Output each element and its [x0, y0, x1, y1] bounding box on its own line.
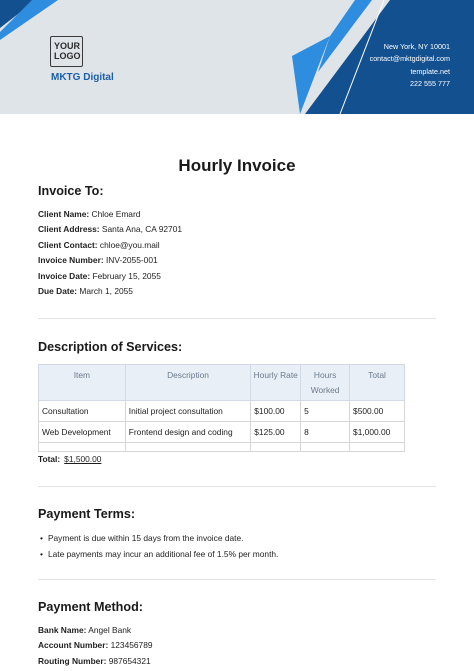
- payment-method-heading: Payment Method:: [38, 600, 143, 614]
- divider: [38, 579, 436, 580]
- client-contact-row: [38, 238, 182, 253]
- contact-address: New York, NY 10001: [383, 42, 450, 51]
- cell-rate: $100.00: [251, 401, 301, 422]
- field-value: February 15, 2055: [92, 270, 161, 281]
- payment-terms-list: [40, 531, 278, 562]
- total-label: Total:: [38, 454, 61, 464]
- field-value: Santa Ana, CA 92701: [101, 224, 183, 235]
- client-name-row: [38, 207, 182, 222]
- field-value: March 1, 2055: [79, 286, 133, 297]
- services-table: [38, 364, 405, 452]
- field-value: 987654321: [108, 655, 151, 666]
- list-item: • Late payments may incur an additional fee of 1.5% per month.: [40, 547, 278, 563]
- field-label: Due Date:: [38, 286, 78, 297]
- list-item: • Payment is due within 15 days from the invoice date.: [40, 531, 278, 547]
- invoice-date-row: [38, 269, 182, 284]
- contact-email[interactable]: contact@mktgdigital.com: [369, 54, 450, 64]
- column-header-hourly-rate: Hourly Rate: [251, 365, 301, 401]
- payment-method-details: [38, 623, 153, 669]
- field-value: chloe@you.mail: [99, 239, 160, 250]
- contact-block: [370, 41, 450, 91]
- table-row: [39, 401, 405, 422]
- routing-number-row: [38, 654, 153, 669]
- field-label: Invoice Number:: [38, 255, 104, 266]
- cell-item: Web Development: [39, 422, 126, 443]
- invoice-to-heading: Invoice To:: [38, 184, 104, 198]
- table-row-empty: [39, 443, 405, 452]
- column-header-description: Description: [125, 365, 250, 401]
- divider: [38, 486, 436, 487]
- divider: [38, 318, 436, 319]
- account-number-row: [38, 638, 153, 653]
- due-date-row: [38, 284, 182, 299]
- cell-item: Consultation: [39, 401, 126, 422]
- field-label: Routing Number:: [38, 655, 107, 666]
- services-heading: Description of Services:: [38, 340, 183, 354]
- table-row: [39, 422, 405, 443]
- cell-description: Initial project consultation: [125, 401, 250, 422]
- invoice-to-details: [38, 207, 182, 299]
- payment-terms-heading: Payment Terms:: [38, 507, 136, 521]
- field-label: Invoice Date:: [38, 270, 91, 281]
- column-header-hours-worked: Hours Worked: [301, 365, 350, 401]
- total-value: $1,500.00: [64, 454, 102, 464]
- bank-name-row: [38, 623, 153, 638]
- brand-name: MKTG Digital: [51, 72, 114, 83]
- cell-description: Frontend design and coding: [125, 422, 250, 443]
- field-value: 123456789: [110, 640, 153, 651]
- cell-hours: 8: [301, 422, 350, 443]
- cell-total: $500.00: [350, 401, 405, 422]
- field-label: Client Name:: [38, 209, 90, 219]
- grand-total: [38, 454, 101, 464]
- field-label: Bank Name:: [38, 625, 87, 635]
- invoice-header: [0, 0, 474, 114]
- page-title: Hourly Invoice: [178, 156, 296, 175]
- column-header-item: Item: [39, 365, 126, 401]
- field-value: Chloe Emard: [91, 209, 141, 219]
- cell-rate: $125.00: [251, 422, 301, 443]
- field-label: Client Contact:: [38, 239, 98, 250]
- logo: YOUR LOGO: [50, 36, 83, 67]
- field-label: Account Number:: [38, 640, 109, 651]
- field-label: Client Address:: [38, 224, 100, 235]
- contact-phone: 222 555 777: [410, 79, 450, 89]
- field-value: INV-2055-001: [105, 255, 158, 266]
- table-header-row: [39, 365, 405, 401]
- field-value: Angel Bank: [88, 625, 132, 635]
- contact-website[interactable]: template.net: [410, 66, 450, 76]
- cell-hours: 5: [301, 401, 350, 422]
- client-address-row: [38, 222, 182, 237]
- invoice-number-row: [38, 253, 182, 268]
- cell-total: $1,000.00: [350, 422, 405, 443]
- column-header-total: Total: [350, 365, 405, 401]
